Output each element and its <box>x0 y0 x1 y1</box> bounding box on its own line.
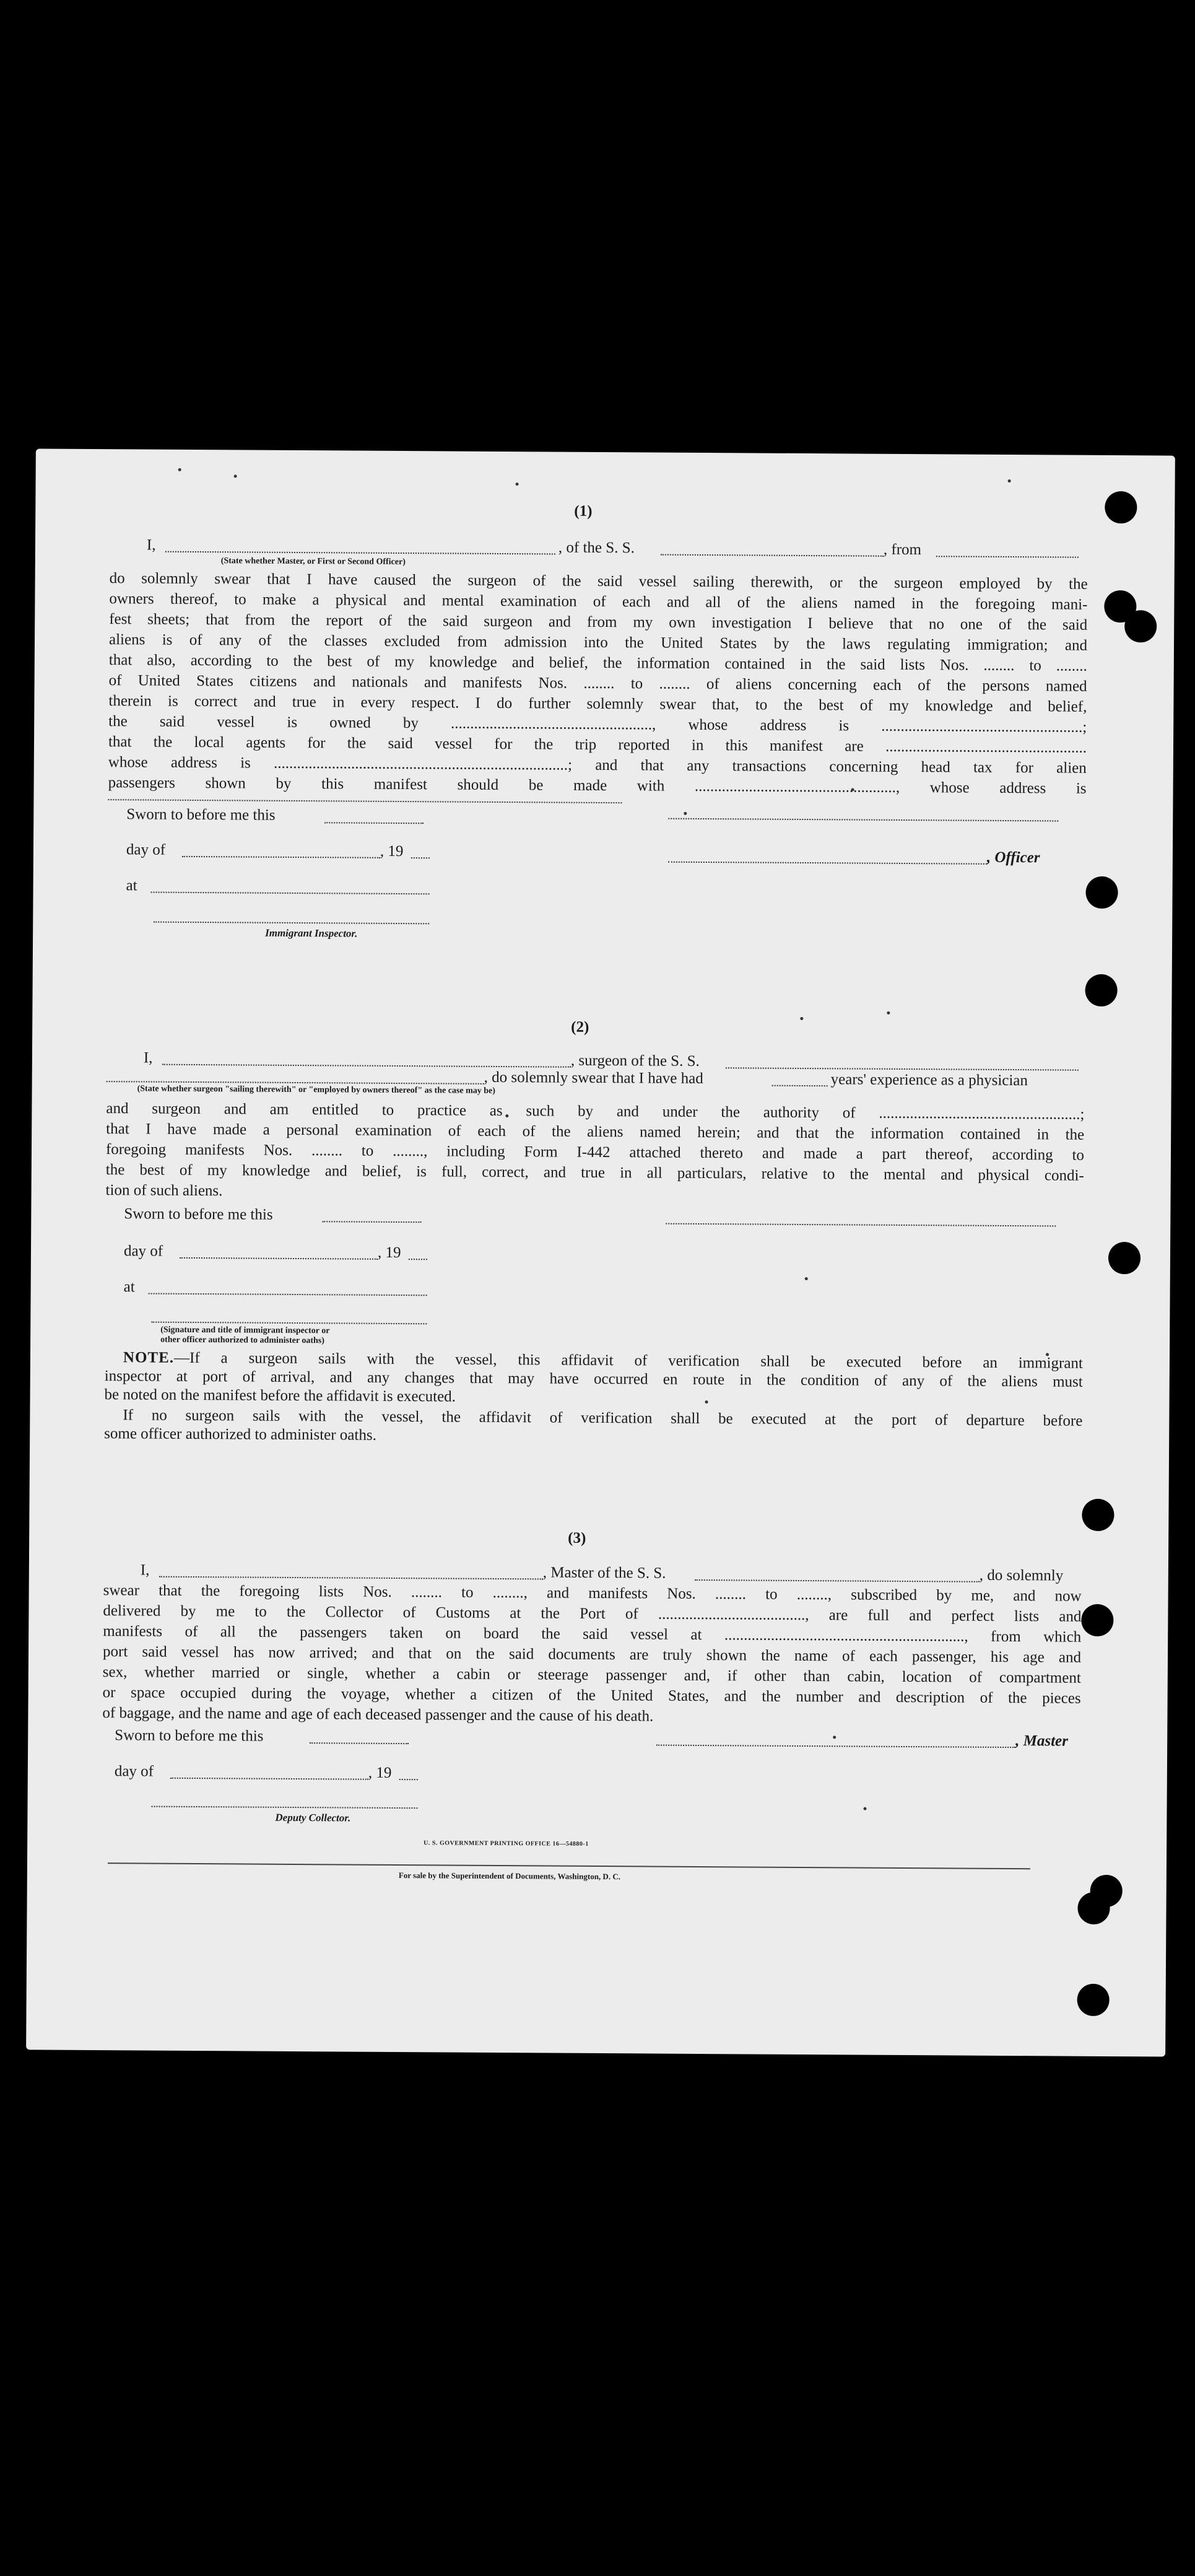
s3-master-label: , Master <box>1015 1732 1069 1750</box>
s2-line-surgeon: , surgeon of the S. S. <box>570 1052 700 1070</box>
punch-hole <box>1105 491 1137 523</box>
s3-oath-line: port said vessel has now arrived; and that on the said documents are truly shown the name of each passenger, his age and <box>102 1643 1082 1666</box>
s1-sig-blank <box>668 818 1058 822</box>
s2-sig-hint-1: (Signature and title of immigrant inspector or <box>160 1325 330 1336</box>
punch-hole <box>1085 876 1118 909</box>
s1-oath-line: fest sheets; that from the report of the said surgeon and from my own investigation I believe that no one of the said <box>109 611 1088 634</box>
s1-oath-line: the said vessel is owned by ...................................................., whose address is ....................................................; <box>108 713 1087 736</box>
s1-inspector-label: Immigrant Inspector. <box>265 927 358 940</box>
s1-year-blank <box>411 857 430 858</box>
s3-line-master: , Master of the S. S. <box>542 1564 666 1582</box>
s1-line-from: , from <box>883 541 922 559</box>
punch-hole <box>1077 1984 1109 2016</box>
s3-oath-line: delivered by me to the Collector of Customs at the Port of ......................................, are full and perfect lists and <box>103 1602 1082 1625</box>
s3-sworn-blank <box>310 1742 409 1744</box>
s2-oath-line: that I have made a personal examination of each of the aliens named herein; and that the information contained in the <box>106 1120 1085 1143</box>
sale-notice: For sale by the Superintendent of Documents, Washington, D. C. <box>398 1871 621 1882</box>
s3-year-blank <box>399 1779 418 1780</box>
s1-day-label: day of <box>126 841 166 858</box>
s3-sworn-label: Sworn to before me this <box>115 1727 264 1745</box>
s3-oath-line: manifests of all the passengers taken on board the said vessel at .............................................................., from which <box>103 1623 1082 1646</box>
s1-day-blank <box>182 856 380 858</box>
s2-day-label: day of <box>123 1242 163 1260</box>
s3-day-label: day of <box>114 1763 154 1780</box>
s1-ship-blank <box>661 554 884 557</box>
gpo-imprint: U. S. GOVERNMENT PRINTING OFFICE 16—54880-1 <box>424 1840 589 1848</box>
s2-surgeon-hint: (State whether surgeon "sailing therewith" or "employed by owners thereof" as the case may be) <box>137 1084 495 1096</box>
s1-oath-line: owners thereof, to make a physical and mental examination of each and all of the aliens named in the foregoing mani- <box>109 590 1088 613</box>
manifest-form-back-page <box>26 448 1175 2056</box>
s2-note-text: —If a surgeon sails with the vessel, this affidavit of verification shall be executed before an immigrant <box>173 1349 1084 1372</box>
s2-line-exp: years' experience as a physician <box>830 1071 1028 1089</box>
s3-deputy-blank <box>152 1806 418 1809</box>
s2-inspector-blank <box>151 1322 427 1325</box>
punch-hole <box>1108 1242 1141 1274</box>
s1-from-blank <box>936 556 1079 557</box>
s1-oath-line: passengers shown by this manifest should be made with ...................................................., whose address is <box>108 774 1087 797</box>
s3-line-swear: , do solemnly <box>979 1566 1064 1584</box>
s2-note2-line: If no surgeon sails with the vessel, the affidavit of verification shall be executed at the port of departure before <box>123 1407 1083 1430</box>
s2-year-blank <box>409 1259 427 1260</box>
s2-note2-paragraph <box>104 1406 1082 1449</box>
s3-day-blank <box>170 1778 368 1780</box>
s1-oath-line: aliens is of any of the classes excluded from admission into the United States by the laws regulating immigration; and <box>108 631 1088 654</box>
s2-oath-line: foregoing manifests Nos. ........ to ........, including Form I-442 attached thereto and made a part thereof, according to <box>105 1141 1085 1164</box>
s1-at-label: at <box>126 877 137 894</box>
punch-hole <box>1082 1499 1114 1531</box>
s3-oath-line: sex, whether married or single, whether a cabin or steerage passenger and, if other than cabin, location of compartment <box>102 1664 1081 1687</box>
s1-oath-line: that the local agents for the said vessel for the trip reported in this manifest are .................................................... <box>108 733 1087 756</box>
s2-ship-blank <box>726 1067 1079 1070</box>
s1-sworn-label: Sworn to before me this <box>126 806 276 824</box>
s3-ship-blank <box>695 1579 980 1583</box>
punch-hole <box>1085 974 1117 1006</box>
s2-line-swear: , do solemnly swear that I have had <box>484 1068 703 1088</box>
s1-oath-line: do solemnly swear that I have caused the surgeon of the said vessel sailing therewith, or the surgeon employed by the <box>109 570 1088 593</box>
s1-oath-line: of United States citizens and nationals and manifests Nos. ........ to ........ of aliens concerning each of the persons named <box>108 672 1087 695</box>
s2-sig-blank <box>666 1223 1056 1227</box>
s1-line-i: I, <box>146 536 156 554</box>
note-label: NOTE. <box>123 1349 175 1366</box>
s2-note-line: inspector at port of arrival, and any changes that may have occurred en route in the condition of any of the aliens must <box>104 1368 1083 1391</box>
s1-line-of-ss: , of the S. S. <box>558 539 635 557</box>
s2-oath-line: tion of such aliens. <box>105 1182 223 1200</box>
s2-oath-paragraph <box>106 1098 1085 1207</box>
s3-master-blank <box>159 1576 543 1580</box>
s2-surgeon-blank <box>162 1064 571 1068</box>
s2-oath-line: and surgeon and am entitled to practice as such by and under the authority of ....................................................; <box>106 1100 1085 1123</box>
s2-sworn-blank <box>322 1221 421 1223</box>
s1-officer-hint: (State whether Master, or First or Second Officer) <box>220 556 406 567</box>
s2-years-blank <box>772 1085 828 1087</box>
s1-officer-label: , Officer <box>986 849 1040 867</box>
footer-rule <box>108 1862 1030 1869</box>
scan-specks <box>36 448 1175 455</box>
s3-deputy-label: Deputy Collector. <box>275 1811 351 1824</box>
s1-year-label: , 19 <box>380 842 404 860</box>
s3-oath-line: swear that the foregoing lists Nos. ........ to ........, and manifests Nos. ........ to ........, subscribed by me, and now <box>103 1582 1082 1605</box>
punch-hole <box>1081 1604 1113 1636</box>
s1-oath-paragraph <box>108 568 1088 799</box>
s3-year-label: , 19 <box>368 1764 392 1781</box>
s2-note2-line: some officer authorized to administer oaths. <box>104 1425 376 1444</box>
s3-oath-line: or space occupied during the voyage, whether a citizen of the United States, and the number and description of the pieces <box>102 1684 1081 1707</box>
punch-hole <box>1124 610 1157 642</box>
s3-line-i: I, <box>140 1561 150 1579</box>
s3-master-sig-blank <box>656 1745 1015 1749</box>
s2-note-line: be noted on the manifest before the affidavit is executed. <box>104 1386 456 1405</box>
s1-sworn-blank <box>324 822 424 824</box>
section-2-number: (2) <box>571 1018 589 1036</box>
punch-hole <box>1077 1892 1110 1924</box>
s2-sworn-label: Sworn to before me this <box>124 1205 273 1223</box>
s2-sig-hint-2: other officer authorized to administer oaths) <box>160 1335 324 1346</box>
s2-oath-line: the best of my knowledge and belief, is full, correct, and true in all particulars, relative to the mental and physical condi- <box>105 1161 1084 1184</box>
s1-agent-address-blank <box>108 799 622 803</box>
s1-officer-sig-blank <box>668 862 987 865</box>
s2-note-paragraph <box>104 1348 1083 1410</box>
section-1-number: (1) <box>574 502 593 520</box>
s2-day-blank <box>180 1257 378 1260</box>
s1-at-blank <box>151 892 430 895</box>
s2-at-blank <box>149 1293 427 1296</box>
s2-year-label: , 19 <box>377 1244 401 1262</box>
s2-at-label: at <box>123 1278 135 1296</box>
s1-oath-line: that also, according to the best of my knowledge and belief, the information contained in the said lists Nos. ........ to ........ <box>108 652 1087 675</box>
s1-oath-line: whose address is ............................................................................; and that any transactions concerning head tax for alien <box>108 754 1087 777</box>
s1-officer-blank <box>165 551 555 555</box>
s1-oath-line: therein is correct and true in every respect. I do further solemnly swear that, to the best of my knowledge and belief, <box>108 692 1087 715</box>
s3-oath-paragraph <box>102 1580 1081 1729</box>
section-3-number: (3) <box>568 1529 586 1547</box>
s3-oath-line: of baggage, and the name and age of each deceased passenger and the cause of his death. <box>102 1705 654 1725</box>
s2-line-i: I, <box>143 1049 153 1067</box>
s1-inspector-blank <box>154 922 429 925</box>
